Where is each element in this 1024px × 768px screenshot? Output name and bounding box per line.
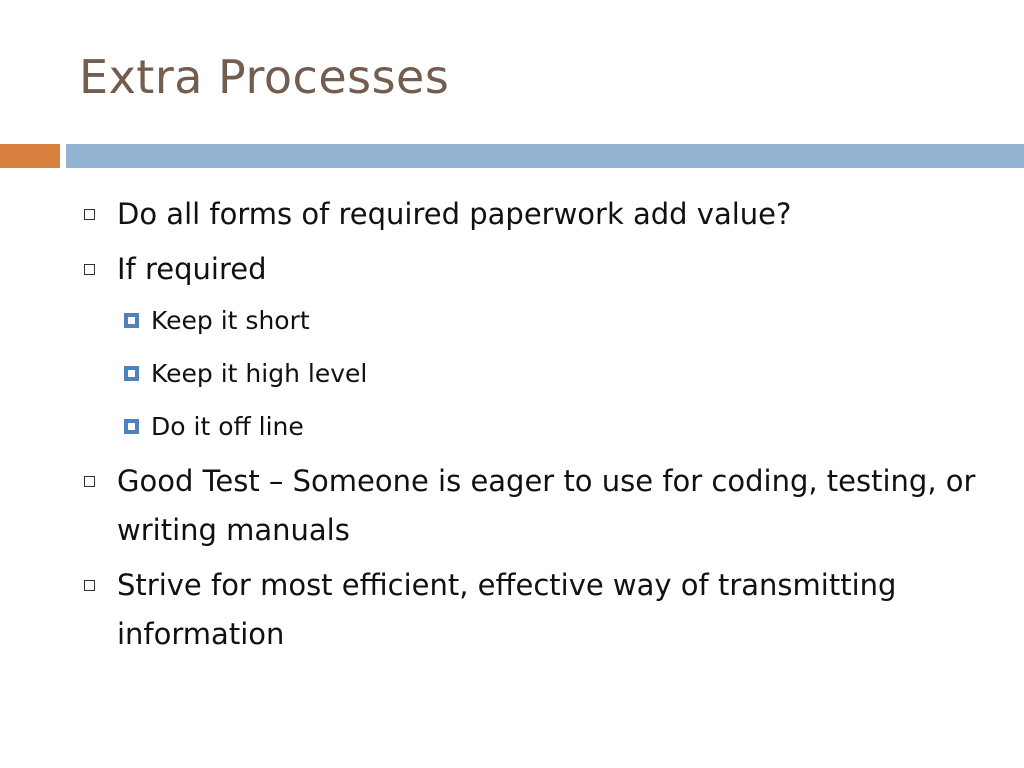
hollow-square-bullet-icon (84, 264, 95, 275)
filled-square-bullet-icon (124, 313, 139, 328)
bullet-item (80, 457, 980, 555)
slide-title: Extra Processes (79, 50, 450, 104)
sub-bullet-text: Do it off line (151, 412, 304, 441)
filled-square-bullet-icon (124, 419, 139, 434)
sub-bullet-text: Keep it short (151, 306, 310, 335)
accent-bar-blue (66, 144, 1024, 168)
bullet-item (80, 245, 980, 294)
sub-bullet-item (80, 294, 980, 347)
hollow-square-bullet-icon (84, 580, 95, 591)
sub-bullet-text: Keep it high level (151, 359, 368, 388)
bullet-text: Strive for most efficient, effective way of transmitting information (117, 568, 897, 651)
hollow-square-bullet-icon (84, 476, 95, 487)
bullet-text: Good Test – Someone is eager to use for coding, testing, or writing manuals (117, 464, 976, 547)
sub-bullet-item (80, 347, 980, 400)
filled-square-bullet-icon (124, 366, 139, 381)
hollow-square-bullet-icon (84, 209, 95, 220)
sub-bullet-item (80, 400, 980, 453)
bullet-text: If required (117, 252, 267, 286)
bullet-list (80, 190, 980, 665)
bullet-item (80, 190, 980, 239)
bullet-item (80, 561, 980, 659)
bullet-text: Do all forms of required paperwork add value? (117, 197, 792, 231)
accent-bar-orange (0, 144, 60, 168)
sub-bullet-list (80, 294, 980, 453)
